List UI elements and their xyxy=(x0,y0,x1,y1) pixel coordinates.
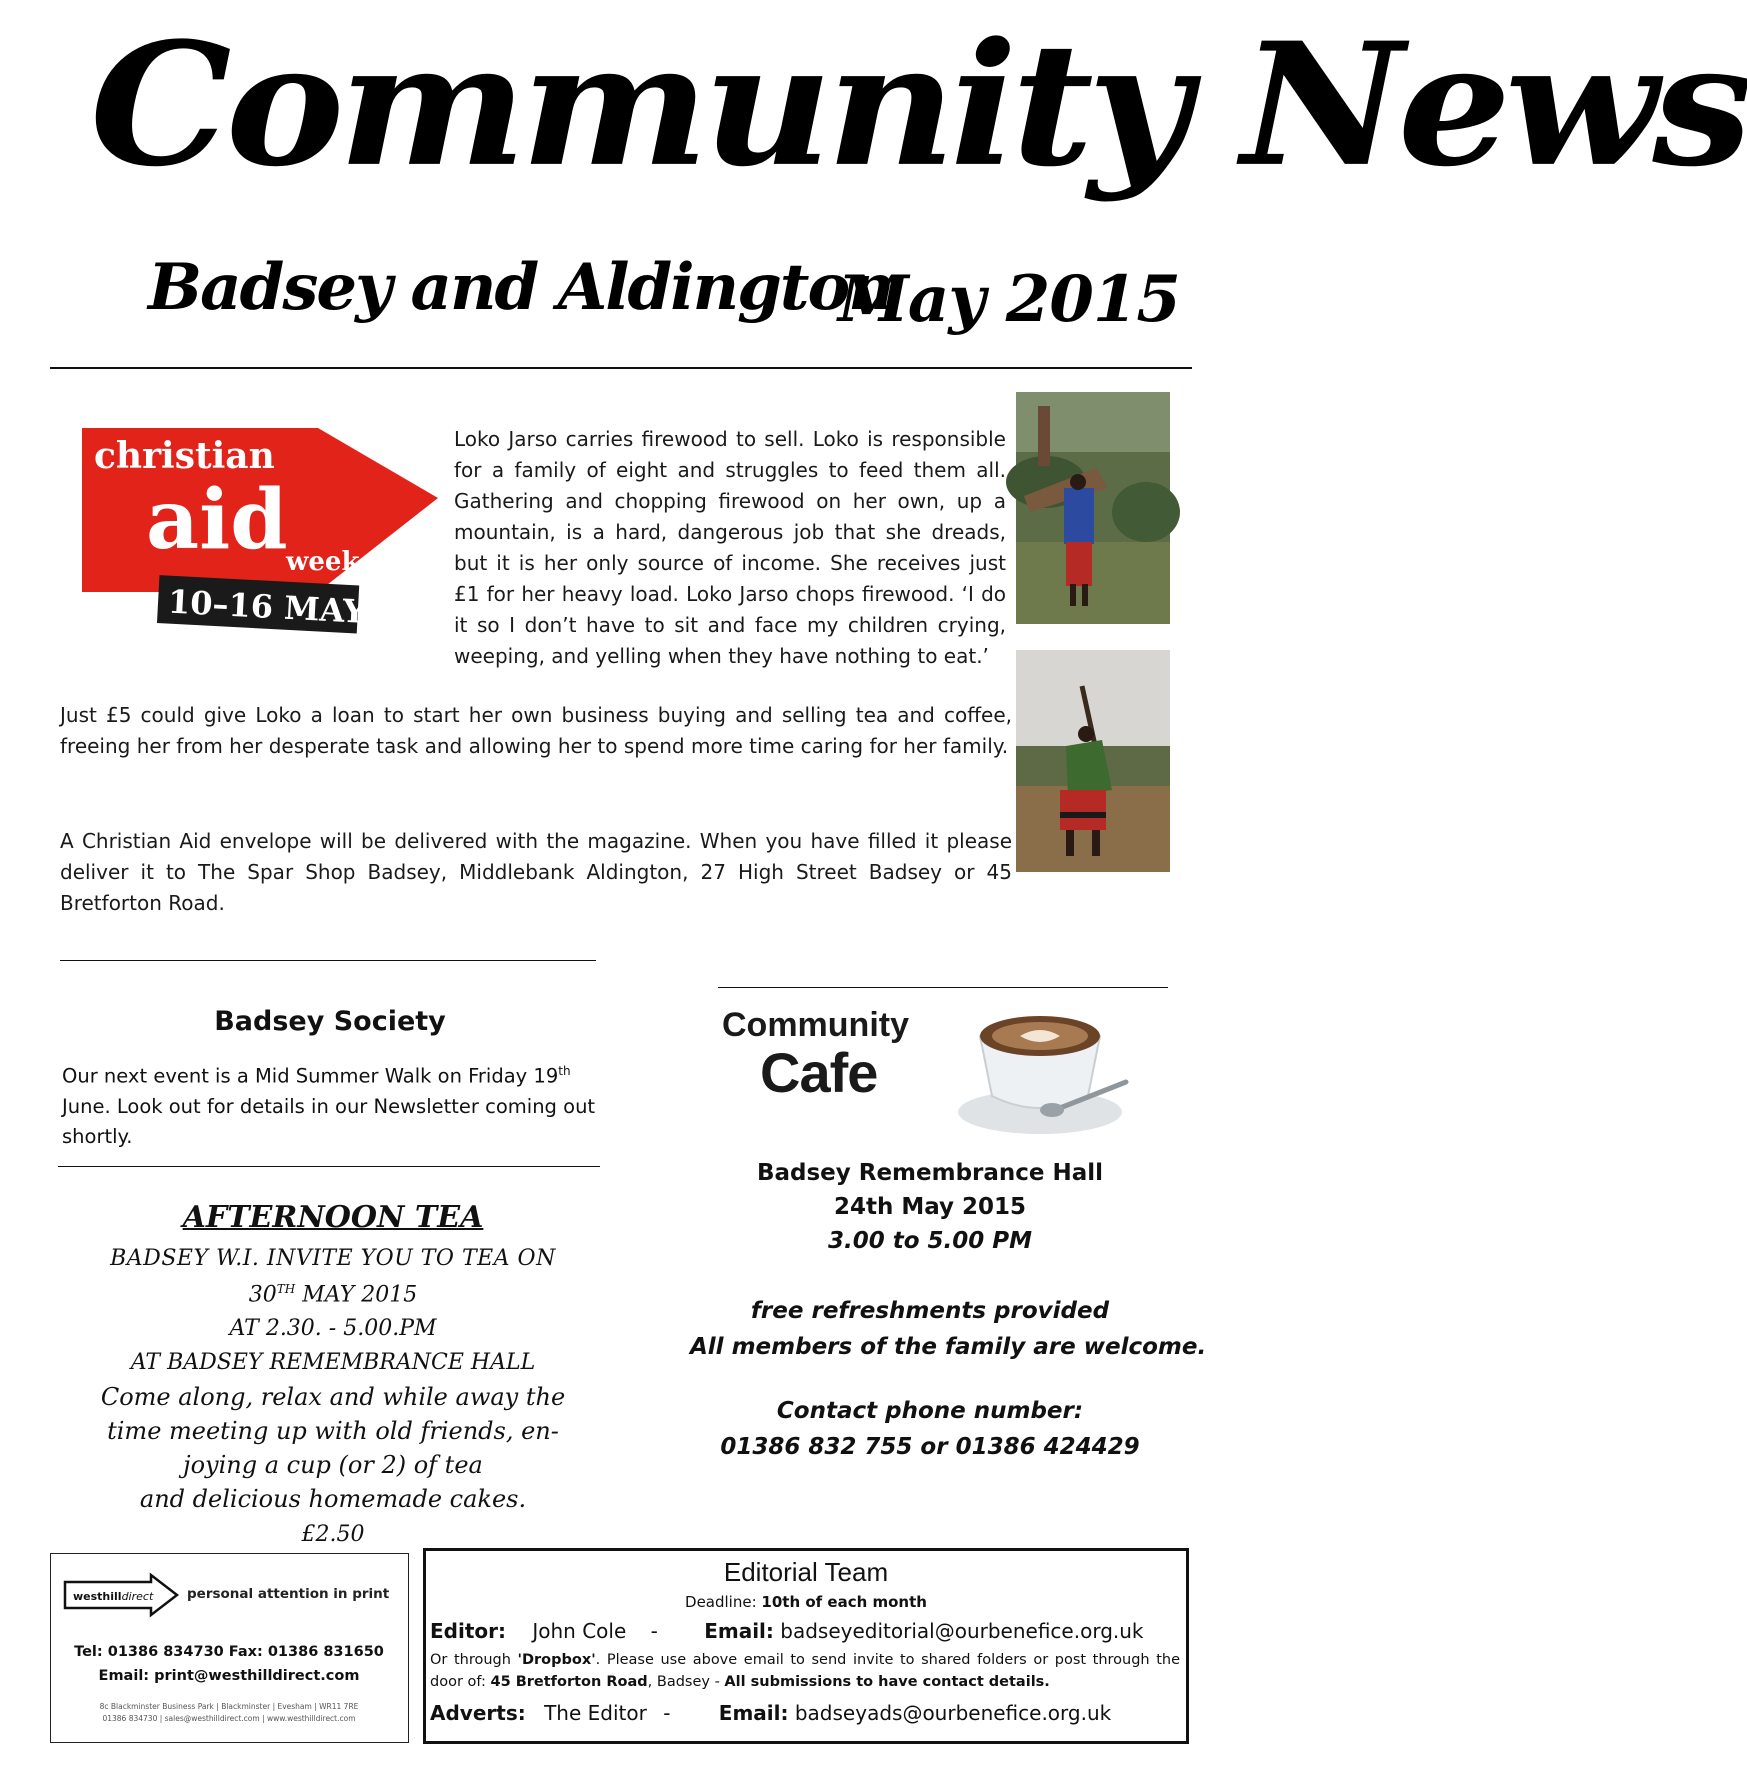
editorial-team-box xyxy=(423,1548,1189,1744)
christian-aid-logo-word1: christian xyxy=(94,435,275,477)
article-paragraph-2: Just £5 could give Loko a loan to start her own business buying and selling tea and coffee, freeing her from her desperate task and allowing her to spend more time caring for her family. xyxy=(60,703,1012,758)
dropbox-text-f: All submissions to have contact details. xyxy=(724,1674,1050,1690)
tea-line-4: AT BADSEY REMEMBRANCE HALL xyxy=(130,1350,536,1375)
tea-line-2 xyxy=(58,1282,608,1307)
christian-aid-logo xyxy=(68,420,438,638)
printer-tagline: personal attention in print xyxy=(187,1586,390,1602)
tea-line-7: joying a cup (or 2) of tea xyxy=(183,1451,483,1479)
article-paragraph-3: A Christian Aid envelope will be delivered with the magazine. When you have filled it please deliver it to The Spar Shop Badsey, Middlebank Aldington, 27 High Street Badsey or 45 Bretforton Road. xyxy=(60,829,1012,915)
adverts-dash: - xyxy=(663,1701,671,1725)
society-text-b: June. Look out for details in our Newsletter coming out shortly. xyxy=(62,1094,596,1148)
printer-contact-line: 01386 834730 | sales@westhilldirect.com | www.westhilldirect.com xyxy=(102,1714,356,1723)
dropbox-text-b: 'Dropbox' xyxy=(517,1652,596,1668)
editorial-title: Editorial Team xyxy=(723,1557,889,1587)
society-top-divider xyxy=(60,960,596,961)
cafe-welcome: All members of the family are welcome. xyxy=(690,1334,1207,1360)
newsletter-title: Community News xyxy=(90,5,1747,204)
adverts-label: Adverts: xyxy=(430,1701,526,1725)
tea-price: £2.50 xyxy=(301,1522,365,1547)
tea-line-8: and delicious homemade cakes. xyxy=(139,1485,527,1513)
editor-row xyxy=(430,1619,1180,1643)
tea-date-suffix: TH xyxy=(276,1282,296,1296)
cafe-logo-bottom: Cafe xyxy=(760,1041,878,1104)
masthead-divider xyxy=(50,367,1192,369)
cafe-contact-label: Contact phone number: xyxy=(776,1398,1084,1424)
christian-aid-logo-word2: aid xyxy=(146,472,288,568)
adverts-email[interactable]: badseyads@ourbenefice.org.uk xyxy=(794,1701,1112,1725)
cafe-date: 24th May 2015 xyxy=(833,1194,1027,1220)
editor-email[interactable]: badseyeditorial@ourbenefice.org.uk xyxy=(780,1619,1144,1643)
christian-aid-logo-word3: week xyxy=(286,547,360,577)
editorial-submission-note xyxy=(430,1649,1180,1693)
deadline-label: Deadline: xyxy=(685,1593,762,1611)
society-heading: Badsey Society xyxy=(214,1006,446,1037)
photo-chopping-firewood xyxy=(1016,650,1170,872)
photo-carrying-firewood xyxy=(1016,392,1170,624)
cafe-venue: Badsey Remembrance Hall xyxy=(756,1160,1104,1186)
article-paragraph-1: Loko Jarso carries firewood to sell. Loko is responsible for a family of eight and struggles to feed them all. Gathering and chopping firewood on her own, up a mountain, is a hard, dangerous job that she dreads, but it is her only source of income. She receives just £1 for her heavy load. Loko Jarso chops firewood. ‘I do it so I don’t have to sit and face my children crying, weeping, and yelling when they have nothing to eat.’ xyxy=(454,427,1006,668)
adverts-row xyxy=(430,1701,1180,1725)
dropbox-text-c: . Please use above email to send invite to shared folders or post through the door of: xyxy=(430,1652,1180,1690)
tea-date-month: MAY 2015 xyxy=(295,1282,418,1308)
editor-email-label: Email: xyxy=(704,1619,774,1643)
christian-aid-logo-dates: 10–16 MAY xyxy=(167,582,367,631)
tea-line-5: Come along, relax and while away the xyxy=(100,1383,566,1411)
society-text xyxy=(62,1056,602,1152)
dropbox-text-e: , Badsey - xyxy=(647,1674,725,1690)
tea-date-day: 30 xyxy=(248,1282,277,1308)
issue-date: May 2015 xyxy=(838,262,1180,337)
society-text-a: Our next event is a Mid Summer Walk on Friday 19 xyxy=(62,1064,559,1088)
tea-line-3: AT 2.30. - 5.00.PM xyxy=(229,1316,437,1341)
westhilldirect-logo-text-b: direct xyxy=(121,1590,154,1603)
cafe-phone-numbers: 01386 832 755 or 01386 424429 xyxy=(720,1434,1140,1460)
printer-address: 8c Blackminster Business Park | Blackminster | Evesham | WR11 7RE xyxy=(99,1702,359,1711)
dropbox-text-a: Or through xyxy=(430,1652,518,1668)
tea-heading: AFTERNOON TEA xyxy=(182,1200,484,1235)
adverts-email-label: Email: xyxy=(718,1701,789,1725)
westhilldirect-logo-text-a: westhill xyxy=(73,1590,122,1603)
newsletter-place: Badsey and Aldington xyxy=(148,250,893,325)
society-bottom-divider xyxy=(58,1166,600,1167)
editorial-deadline xyxy=(426,1593,1186,1611)
cafe-logo-top: Community xyxy=(722,1006,909,1044)
coffee-cup-icon xyxy=(950,1000,1130,1140)
editor-dash: - xyxy=(650,1619,658,1643)
cafe-refreshments: free refreshments provided xyxy=(750,1298,1110,1324)
deadline-value: 10th of each month xyxy=(761,1593,927,1611)
printer-advert xyxy=(50,1553,409,1743)
printer-phones: Tel: 01386 834730 Fax: 01386 831650 xyxy=(74,1644,384,1660)
svg-text:westhilldirect xyxy=(73,1590,154,1603)
editor-name: John Cole xyxy=(532,1619,627,1643)
adverts-name: The Editor xyxy=(544,1701,647,1725)
society-text-sup: th xyxy=(558,1064,571,1078)
tea-line-1: BADSEY W.I. INVITE YOU TO TEA ON xyxy=(110,1246,556,1271)
cafe-time: 3.00 to 5.00 PM xyxy=(827,1228,1033,1254)
printer-email: Email: print@westhilldirect.com xyxy=(98,1668,360,1684)
westhilldirect-logo xyxy=(63,1574,179,1616)
dropbox-text-d: 45 Bretforton Road xyxy=(490,1674,648,1690)
cafe-top-divider xyxy=(718,987,1168,988)
tea-line-6: time meeting up with old friends, en- xyxy=(107,1417,559,1445)
editor-label: Editor: xyxy=(430,1619,506,1643)
